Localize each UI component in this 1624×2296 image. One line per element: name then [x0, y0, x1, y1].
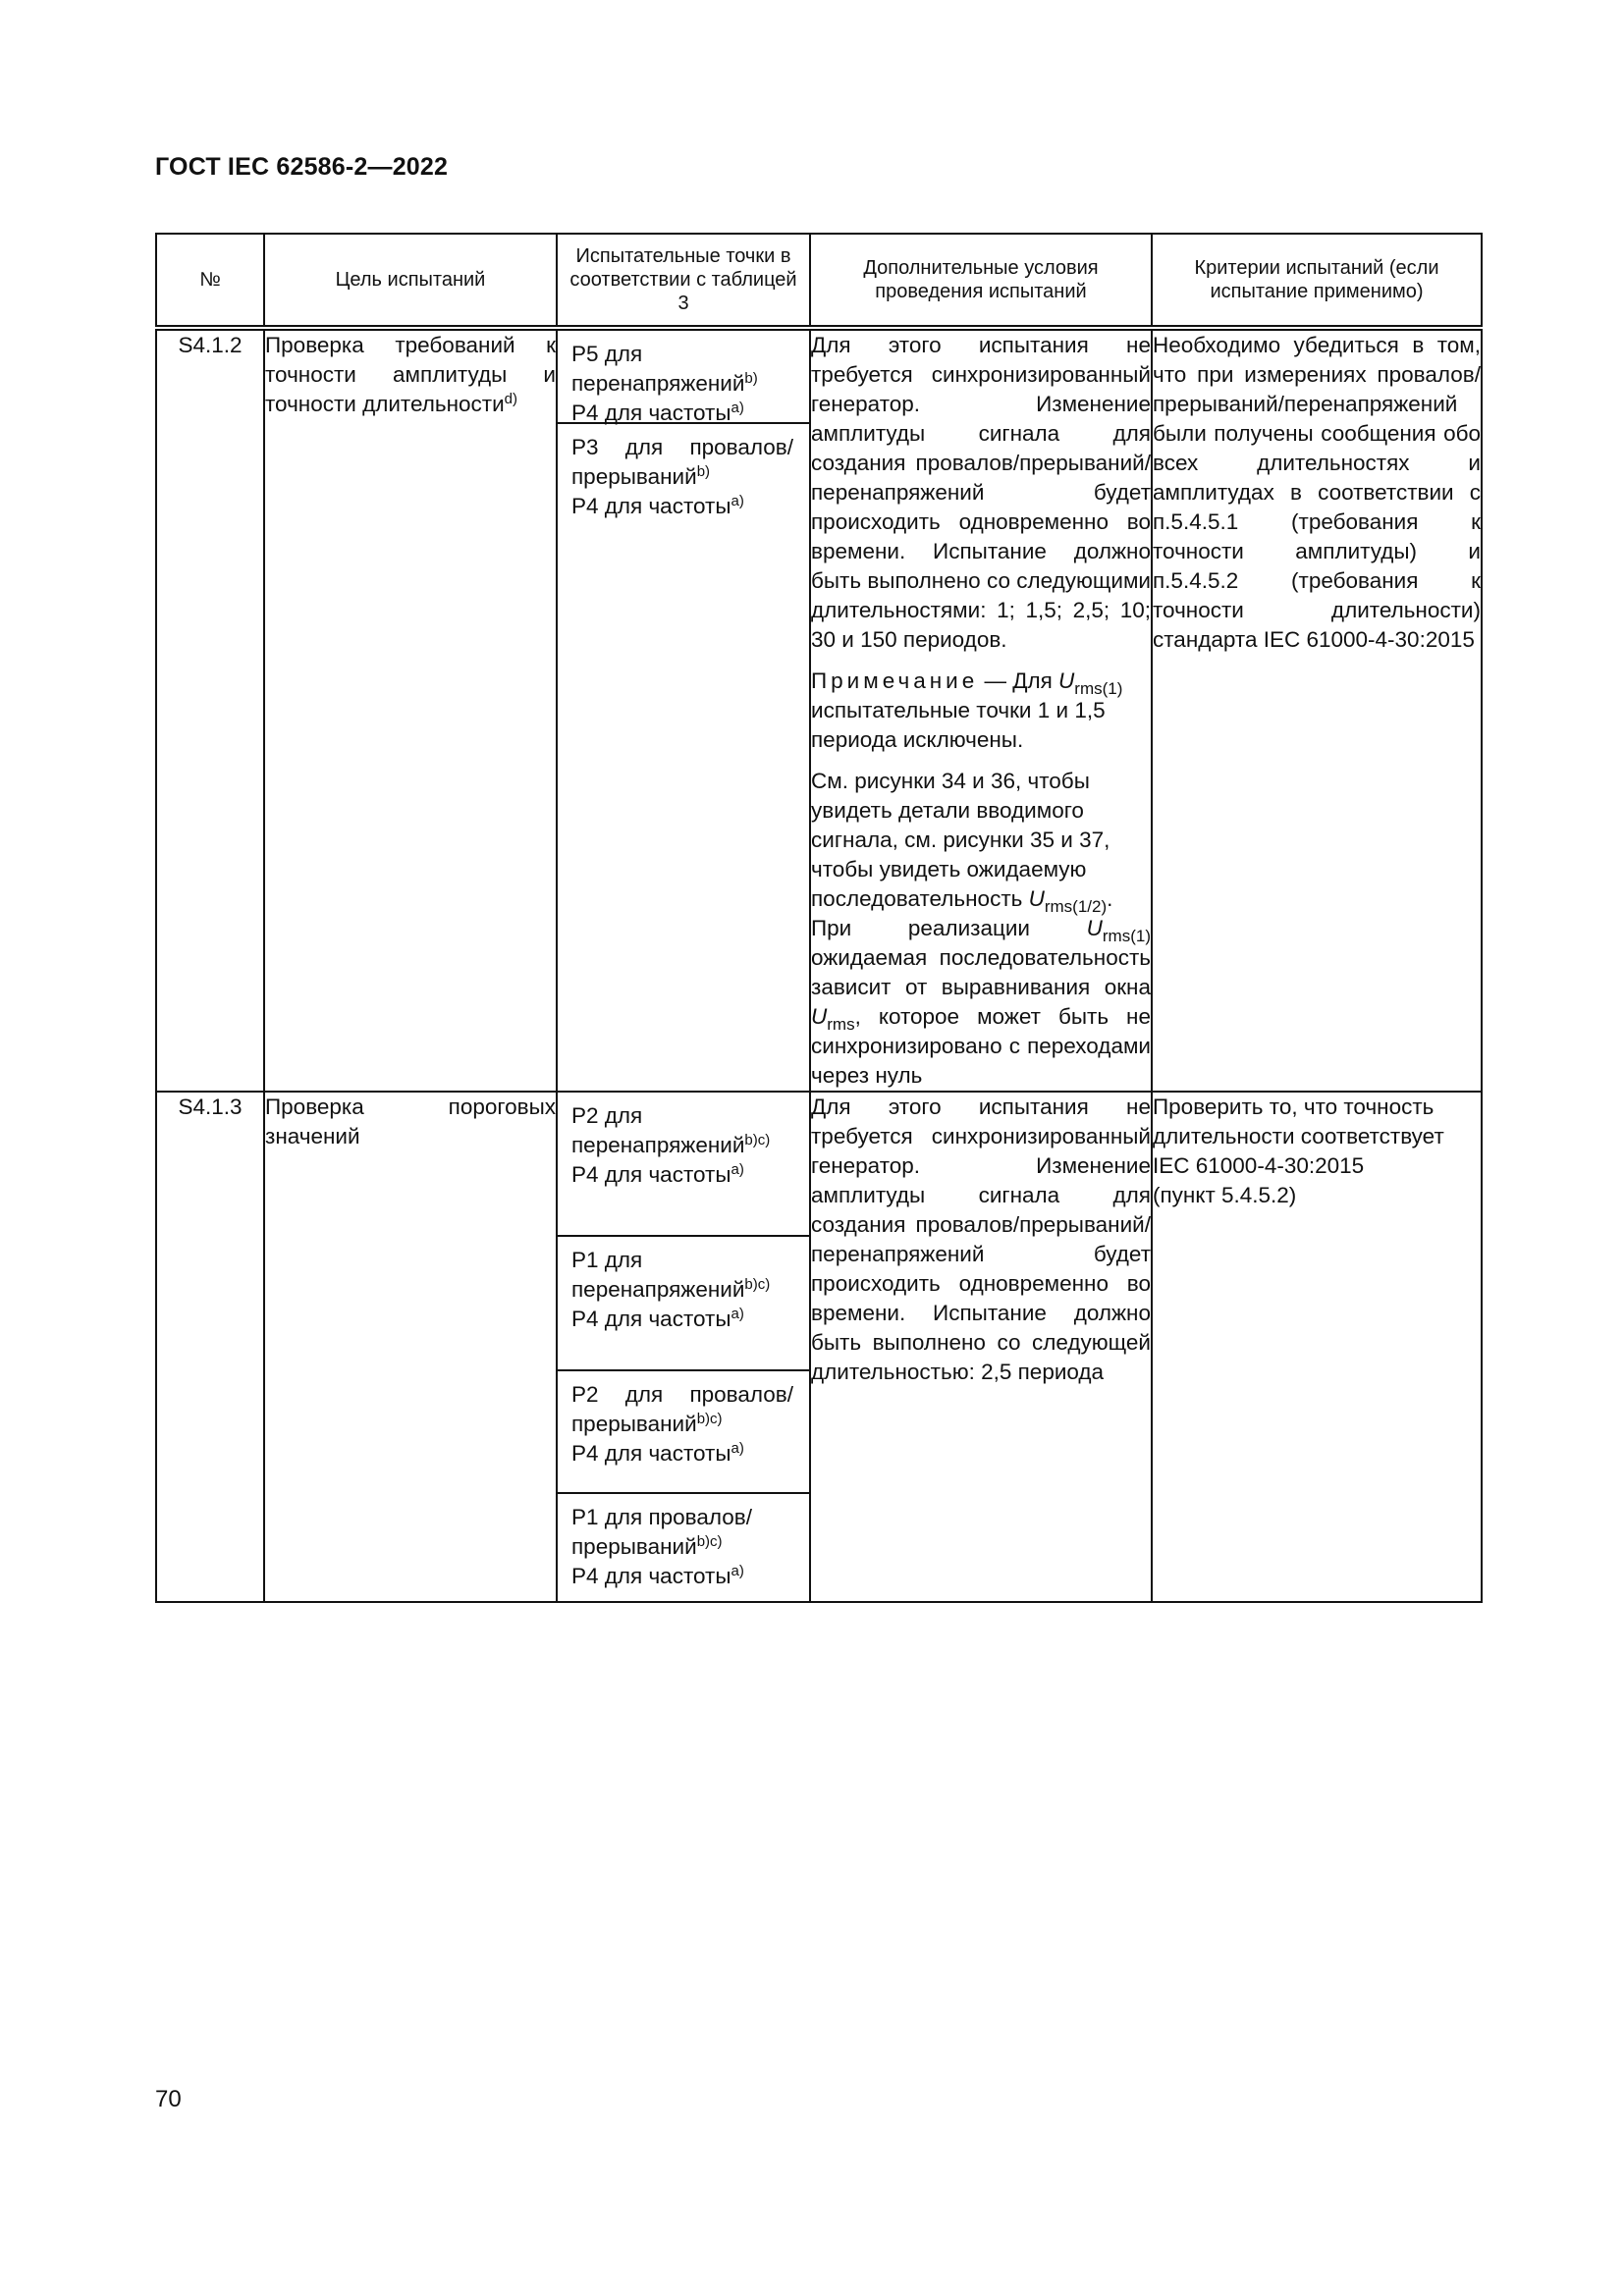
column-header-conditions: Дополнительные условия проведения испытаний — [810, 234, 1152, 328]
test-point: Р1 для перенапряжений$^{b)c)}$ Р4 для частоты$^{a)}$ — [558, 1237, 809, 1371]
test-point-label: Р2 для провалов/прерываний — [571, 1382, 793, 1436]
footnote-ref: d) — [504, 391, 518, 407]
table-row — [156, 328, 1482, 1092]
note-label: Примечание — [811, 668, 979, 693]
test-point-frequency: Р4 для частоты — [571, 1162, 731, 1187]
footnote-ref: b) — [696, 463, 711, 480]
test-points — [557, 328, 810, 1092]
page-number: 70 — [155, 2086, 182, 2112]
test-point — [558, 424, 809, 531]
column-header-purpose: Цель испытаний — [264, 234, 557, 328]
test-point-frequency: Р4 для частоты — [571, 1441, 731, 1466]
test-point-label: Р1 для провалов/прерываний — [571, 1505, 752, 1559]
test-criteria: Необходимо убедиться в том, что при измерениях провалов/прерываний/перенапряжений были получены сообщения обо всех длительностях и амплитудах в соответствии с п.5.4.5.1 (требования к точности амплитуды) и п.5.4.5.2 (требования к точности длительности) стандарта IEC 61000-4-30:2015 — [1152, 328, 1482, 1092]
implementation-paragraph: При реализации $U_{rms(1)}$ ожидаемая последовательность зависит от выравнивания окна $U_{rms}$, которое может быть не синхронизировано с переходами через нуль — [811, 916, 1151, 1088]
test-point — [558, 1494, 809, 1601]
document-header-title: ГОСТ IEC 62586-2—2022 — [155, 153, 449, 181]
note-paragraph: Примечание — Для $U_{rms(1)}$ испытательные точки 1 и 1,5 периода исключены. — [811, 668, 1123, 752]
test-point-frequency: Р4 для частоты — [571, 494, 731, 518]
test-number: S4.1.3 — [156, 1092, 264, 1602]
footnote-ref: a) — [731, 493, 744, 509]
test-conditions: Для этого испытания не требуется синхронизированный генератор. Изменение амплитуды сигнала для создания провалов/прерываний/ перенапряжений будет происходить одновременно во времени. Испытание должно быть выполнено со следующей длительностью: 2,5 периода — [810, 1092, 1152, 1602]
test-purpose: Проверка пороговых значений — [264, 1092, 557, 1602]
test-number: S4.1.2 — [156, 328, 264, 1092]
footnote-ref: b)c) — [696, 1411, 723, 1427]
test-point-label: Р5 для перенапряжений — [571, 342, 745, 396]
test-criteria: Проверить то, что точность длительности соответствует IEC 61000-4-30:2015 (пункт 5.4.5.2) — [1152, 1092, 1482, 1602]
figures-paragraph: См. рисунки 34 и 36, чтобы увидеть детали вводимого сигнала, см. рисунки 35 и 37, чтобы увидеть ожидаемую последовательность $U_{rms(1/2)}$. При реализации $U_{rms(1)}$ ожидаемая последовательность зависит от выравнивания окна $U_{rms}$, которое может быть не синхронизировано с переходами через нуль — [811, 767, 1151, 1091]
column-header-number: № — [156, 234, 264, 328]
test-point-frequency: Р4 для частоты — [571, 1307, 731, 1331]
footnote-ref: a) — [731, 1306, 744, 1322]
footnote-ref: a) — [731, 400, 744, 416]
column-header-test-points: Испытательные точки в соответствии с таблицей 3 — [557, 234, 810, 328]
purpose-text: Проверка требований к точности амплитуды и точности длительности — [265, 333, 556, 416]
footnote-ref: a) — [731, 1440, 744, 1457]
test-point: Р2 для перенапряжений$^{b)c)}$ Р4 для частоты$^{a)}$ — [558, 1093, 809, 1237]
test-table — [155, 233, 1483, 1603]
column-header-criteria: Критерии испытаний (если испытание применимо) — [1152, 234, 1482, 328]
test-point — [558, 331, 809, 424]
test-point-label: Р3 для провалов/прерываний — [571, 435, 793, 489]
footnote-ref: b) — [744, 370, 758, 387]
test-point-frequency: Р4 для частоты — [571, 1564, 731, 1588]
footnote-ref: a) — [731, 1161, 744, 1178]
test-purpose — [264, 328, 557, 1092]
footnote-ref: b)c) — [744, 1132, 771, 1148]
footnote-ref: b)c) — [696, 1533, 723, 1550]
table-row — [156, 1092, 1482, 1602]
footnote-ref: a) — [731, 1563, 744, 1579]
footnote-ref: b)c) — [744, 1276, 771, 1293]
test-point — [558, 1371, 809, 1494]
conditions-paragraph: Для этого испытания не требуется синхронизированный генератор. Изменение амплитуды сигнала для создания провалов/прерываний/ перенапряжений будет происходить одновременно во времени. Испытание должно быть выполнено со следующими длительностями: 1; 1,5; 2,5; 10; 30 и 150 периодов. — [811, 333, 1151, 652]
test-conditions — [810, 328, 1152, 1092]
test-point-frequency: Р4 для частоты — [571, 400, 731, 425]
table-header-row — [156, 234, 1482, 328]
test-points — [557, 1092, 810, 1602]
